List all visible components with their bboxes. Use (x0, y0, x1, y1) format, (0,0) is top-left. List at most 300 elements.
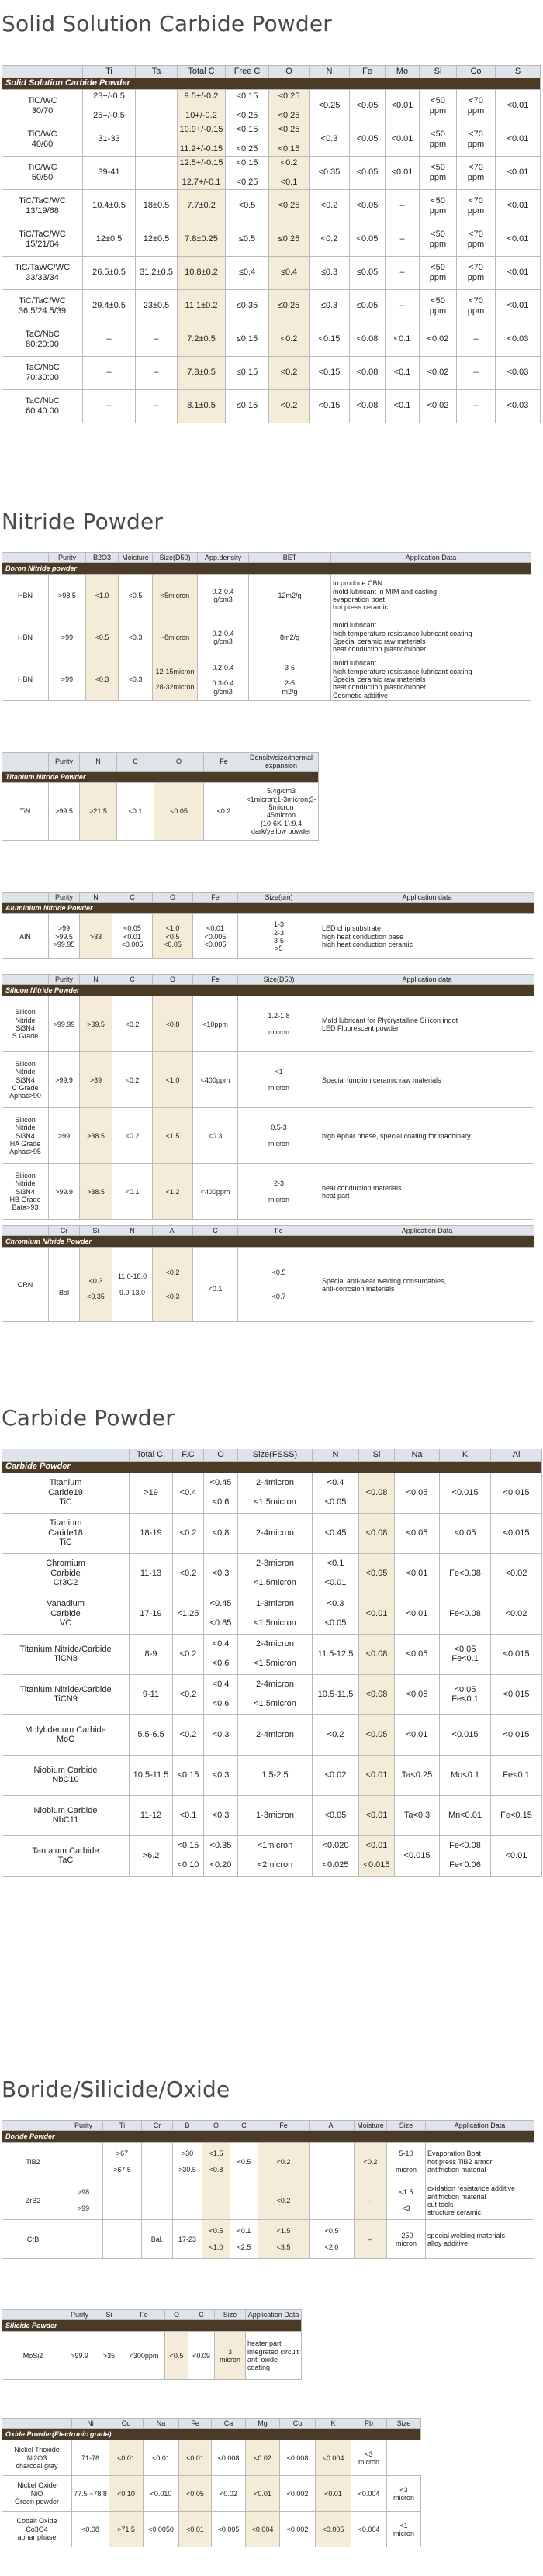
table-cell: ≤0.5 (226, 223, 269, 256)
table-cell (142, 2143, 173, 2181)
table-cell: 2-4micron <1.5micron (238, 1473, 313, 1513)
table-row (2, 156, 541, 189)
table-cell: <0.05 (313, 1795, 359, 1835)
table-row (2, 323, 541, 356)
silicon-nitride-table-wrap (2, 974, 541, 1220)
table-cell: <0.05 (350, 223, 386, 256)
table-cell: 0.2-0.4 g/cm3 (198, 616, 249, 658)
table-cell (310, 2181, 355, 2220)
table-cell: >99 (49, 616, 86, 658)
table-cell: Mold lubricant for Plycrystalline Silicon ingot LED Fluorescent powder (320, 996, 534, 1052)
table-cell: special welding materials alloy additive (426, 2220, 534, 2259)
table-cell: ≤0.4 (226, 256, 269, 289)
silicide-table (2, 2309, 302, 2380)
table-cell: 77.5 ~78.8 (72, 2476, 109, 2512)
column-header: Size (387, 2419, 421, 2429)
table-cell: 2-4micron <1.5micron (238, 1634, 313, 1674)
table-cell: <0.1 (193, 1248, 238, 1322)
table-header-row (2, 553, 531, 563)
boride-table (2, 2120, 534, 2259)
table-cell: <0.35 (310, 156, 350, 189)
table-cell: <0.08 (350, 356, 386, 389)
column-header: N (80, 893, 112, 903)
table-cell: <0.5 (230, 2143, 258, 2181)
category-band (2, 1236, 534, 1248)
table-cell: – (457, 356, 496, 389)
table-cell: <0.2 <0.3 (153, 1248, 193, 1322)
table-cell: >98 >99 (64, 2181, 103, 2220)
column-header (2, 1226, 49, 1236)
table-row (2, 1553, 542, 1594)
table-row (2, 2512, 421, 2547)
table-cell: – (457, 389, 496, 423)
table-cell: <0.03 (496, 356, 541, 389)
table-cell: ≤0.15 (226, 389, 269, 423)
table-row (2, 2440, 421, 2476)
table-cell: Ta<0.3 (395, 1795, 440, 1835)
column-header: N (112, 1226, 153, 1236)
table-cell: Fe<0.08 (440, 1553, 491, 1594)
table-cell: <50 ppm (420, 189, 457, 223)
table-cell: <0.015 (491, 1714, 542, 1755)
table-cell: <0.05 (359, 1714, 395, 1755)
column-header: O (202, 2121, 230, 2131)
table-cell: <0.01 (359, 1594, 395, 1634)
table-cell: <0.08 (350, 323, 386, 356)
table-cell: <0.05 (350, 156, 386, 189)
table-cell: 17-19 (130, 1594, 173, 1634)
table-row (2, 1108, 534, 1164)
table-cell (136, 156, 178, 189)
table-cell: <0.03 (496, 323, 541, 356)
category-band-label: Boride Powder (2, 2131, 534, 2143)
table-row (2, 996, 534, 1052)
table-header-row (2, 2419, 421, 2429)
table-cell: >39.5 (80, 996, 112, 1052)
table-cell: >39 (80, 1052, 112, 1108)
table-row (2, 89, 541, 123)
aluminium-nitride-table-wrap (2, 892, 541, 959)
column-header: Size(FSSS) (238, 1449, 313, 1462)
product-name-cell: Molybdenum Carbide MoC (2, 1714, 130, 1755)
table-cell: <10ppm (193, 996, 238, 1052)
table-cell: >30 >30.5 (173, 2143, 202, 2181)
table-cell: >99 (49, 658, 86, 701)
table-cell: >35 (95, 2332, 123, 2380)
column-header: N (313, 1449, 359, 1462)
table-cell: ≤0.3 (310, 289, 350, 323)
column-header: C (117, 753, 154, 772)
table-cell: <0.05 (395, 1674, 440, 1714)
table-cell: <0.05 (350, 189, 386, 223)
table-cell: – (355, 2220, 387, 2259)
table-cell: <70 ppm (457, 89, 496, 123)
category-band (2, 1461, 542, 1473)
column-header (2, 975, 49, 985)
table-cell: <0.4 <0.05 (313, 1473, 359, 1513)
table-cell: <0.002 (280, 2512, 316, 2547)
table-cell: <0.3 <0.35 (80, 1248, 112, 1322)
oxide-table-wrap (2, 2418, 541, 2547)
column-header: O (154, 753, 204, 772)
solid-solution-table (2, 65, 541, 423)
table-cell: <0.02 (420, 389, 457, 423)
table-cell: <1.5 <3.5 (258, 2220, 310, 2259)
column-header: S (496, 66, 541, 78)
table-cell: Bal (49, 1248, 80, 1322)
table-cell: <0.25 <0.25 (269, 89, 310, 123)
column-header: F.C (173, 1449, 204, 1462)
table-cell: <0.2 (258, 2143, 310, 2181)
table-cell: <0.15 (173, 1755, 204, 1795)
carbide-table (2, 1449, 542, 1877)
category-band-label: Chromium Nitride Powder (2, 1236, 534, 1248)
table-row (2, 1795, 542, 1835)
table-cell: 31.2±0.5 (136, 256, 178, 289)
product-name-cell: Tantalum Carbide TaC (2, 1835, 130, 1876)
table-cell: >99 >99.5 >99.95 (49, 914, 80, 959)
column-header: Fe (179, 2419, 212, 2429)
table-cell: <0.5 (165, 2332, 188, 2380)
table-cell: 71-76 (72, 2440, 109, 2476)
column-header: Fe (193, 893, 238, 903)
column-header (2, 893, 49, 903)
table-cell: 7.8±0.5 (178, 356, 226, 389)
table-cell: 2-4micron (238, 1513, 313, 1553)
category-band (2, 2320, 302, 2332)
table-cell: <1.5 (153, 1108, 193, 1164)
table-cell: <0.01 (359, 1795, 395, 1835)
table-cell: >99.5 (49, 782, 80, 840)
table-cell: <0.5 (119, 575, 153, 616)
product-name-cell: CRN (2, 1248, 49, 1322)
table-cell: <0.45 <0.6 (204, 1473, 238, 1513)
table-cell (173, 2181, 202, 2220)
table-header-row (2, 893, 534, 903)
table-cell: >19 (130, 1473, 173, 1513)
table-row (2, 2143, 534, 2181)
table-cell: <0.15 (310, 323, 350, 356)
column-header: O (153, 975, 193, 985)
table-cell: <0.01 (386, 123, 420, 156)
column-header: Total C. (130, 1449, 173, 1462)
column-header: Size(D50) (153, 553, 198, 563)
table-cell: <0.01 (386, 156, 420, 189)
table-cell: – (83, 389, 136, 423)
category-band (2, 771, 319, 782)
category-band-label: Titanium Nitride Powder (2, 771, 319, 782)
table-cell: <50 ppm (420, 223, 457, 256)
product-name-cell: Titanium Nitride/Carbide TiCN8 (2, 1634, 130, 1674)
table-header-row (2, 753, 319, 772)
category-band (2, 985, 534, 996)
product-name-cell: Vanadium Carbide VC (2, 1594, 130, 1634)
table-cell: 10.4±0.5 (83, 189, 136, 223)
table-cell: <0.15 <0.25 (226, 123, 269, 156)
table-row (2, 2181, 534, 2220)
table-cell: 0.5-3 micron (238, 1108, 320, 1164)
table-cell: <0.08 (72, 2512, 109, 2547)
table-cell: – (136, 323, 178, 356)
table-cell: <0.1 (386, 389, 420, 423)
column-header: Application Data (246, 2310, 302, 2320)
table-cell: <0.01 (395, 1553, 440, 1594)
table-cell: <0.008 (212, 2440, 246, 2476)
table-cell: to produce CBN mold lubricant in MIM and casting evaporation boat hot press ceramic (331, 575, 531, 616)
table-cell: heater part integrated circuit anti-oxide coating (246, 2332, 302, 2380)
table-cell: <0.5 <1.0 (202, 2220, 230, 2259)
table-cell: <0.01 <0.015 (359, 1835, 395, 1876)
table-cell: <0.1 (386, 323, 420, 356)
table-cell: <0.1 (117, 782, 154, 840)
column-header: Total C (178, 66, 226, 78)
table-cell: <0.01 (395, 1714, 440, 1755)
table-cell: 10.9+/-0.15 11.2+/-0.15 (178, 123, 226, 156)
column-header: K (440, 1449, 491, 1462)
column-header: Moisture (355, 2121, 387, 2131)
product-name-cell: Titanium Nitride/Carbide TiCN9 (2, 1674, 130, 1714)
table-cell: <0.020 <0.025 (313, 1835, 359, 1876)
aluminium-nitride-table (2, 892, 534, 959)
table-cell: <0.015 (491, 1513, 542, 1553)
table-row (2, 2476, 421, 2512)
table-cell: Ta<0.25 (395, 1755, 440, 1795)
table-cell: <400ppm (193, 1164, 238, 1220)
carbide-table-wrap (2, 1449, 541, 1877)
table-row (2, 616, 531, 658)
table-cell: <50 ppm (420, 289, 457, 323)
column-header: Application Data (331, 553, 531, 563)
table-cell: 0.2-0.4 0.3-0.4 g/cm3 (198, 658, 249, 701)
table-cell (202, 2181, 230, 2220)
table-row (2, 1594, 542, 1634)
category-band (2, 2429, 421, 2440)
table-row (2, 356, 541, 389)
table-cell: <0.01 (496, 223, 541, 256)
table-cell: <70 ppm (457, 256, 496, 289)
table-cell: <0.45 (313, 1513, 359, 1553)
table-cell: <0.005 (316, 2512, 351, 2547)
table-cell: – (83, 356, 136, 389)
table-cell: 1-3micron (238, 1795, 313, 1835)
product-name-cell: TaC/NbC 60:40:00 (2, 389, 83, 423)
product-name-cell: Nickel Trioxide Ni2O3 charcoal gray (2, 2440, 72, 2476)
column-header: Al (491, 1449, 542, 1462)
table-cell: <70 ppm (457, 289, 496, 323)
column-header: Na (144, 2419, 179, 2429)
column-header: Co (457, 66, 496, 78)
table-cell: <0.1 (386, 356, 420, 389)
table-cell: 12±0.5 (136, 223, 178, 256)
category-band-label: Carbide Powder (2, 1461, 542, 1473)
table-cell: <0.05 (154, 782, 204, 840)
table-cell: <70 ppm (457, 156, 496, 189)
table-row (2, 1164, 534, 1220)
table-cell: <0.01 (359, 1755, 395, 1795)
table-cell: <0.2 (313, 1714, 359, 1755)
table-cell: 8-9 (130, 1634, 173, 1674)
table-cell: 7.7±0.2 (178, 189, 226, 223)
table-cell: Mo<0.1 (440, 1755, 491, 1795)
table-cell: – (386, 289, 420, 323)
table-row (2, 1714, 542, 1755)
table-row (2, 1052, 534, 1108)
table-header-row (2, 975, 534, 985)
product-name-cell: MoSi2 (2, 2332, 64, 2380)
column-header: Density/size/thermal expansion (244, 753, 319, 772)
column-header: Fe (123, 2310, 165, 2320)
table-cell: 23±0.5 (136, 289, 178, 323)
table-cell: <0.09 (188, 2332, 215, 2380)
table-row (2, 189, 541, 223)
table-cell: <70 ppm (457, 189, 496, 223)
table-cell (310, 2143, 355, 2181)
chromium-nitride-table-wrap (2, 1225, 541, 1322)
category-band-label: Boron Nitride powder (2, 563, 531, 575)
column-header: Ni (72, 2419, 109, 2429)
table-row (2, 2332, 302, 2380)
table-cell: 8.1±0.5 (178, 389, 226, 423)
table-cell: <50 ppm (420, 123, 457, 156)
table-cell: <0.3 (119, 616, 153, 658)
table-cell: Special anti-wear welding consumables, anti-corrosion materials (320, 1248, 534, 1322)
table-cell: Fe<0.08 (440, 1594, 491, 1634)
table-cell: 2-3 micron (238, 1164, 320, 1220)
table-cell: 11.1±0.2 (178, 289, 226, 323)
column-header: Application Data (426, 2121, 534, 2131)
table-cell: <0.08 (359, 1473, 395, 1513)
product-name-cell: Niobium Carbide NbC10 (2, 1755, 130, 1795)
table-cell (142, 2181, 173, 2220)
table-cell: <0.02 (212, 2476, 246, 2512)
table-header-row (2, 2121, 534, 2131)
column-header: Purity (49, 893, 80, 903)
product-name-cell: Niobium Carbide NbC11 (2, 1795, 130, 1835)
table-cell: <0.0050 (144, 2512, 179, 2547)
table-cell: <0.5 <0.7 (238, 1248, 320, 1322)
table-cell: >99.9 (64, 2332, 95, 2380)
table-cell: 5-10 micron (387, 2143, 426, 2181)
table-cell: Evaporation Boat hot press TiB2 armor antifriction material (426, 2143, 534, 2181)
table-cell: <0.015 (440, 1714, 491, 1755)
table-cell: <0.015 (491, 1473, 542, 1513)
table-cell: <0.004 (316, 2440, 351, 2476)
category-band-label: Silicon Nitride Powder (2, 985, 534, 996)
table-cell: <0.3 (204, 1714, 238, 1755)
column-header: Fe (238, 1226, 320, 1236)
table-cell: <0.08 (359, 1513, 395, 1553)
table-cell: 9.5+/-0.2 10+/-0.2 (178, 89, 226, 123)
solid-solution-table-wrap (2, 65, 541, 423)
product-name-cell: Silicon Nitride Si3N4 S Grade (2, 996, 49, 1052)
column-header (2, 553, 49, 563)
table-cell: >33 (80, 914, 112, 959)
table-cell: <0.5 (226, 189, 269, 223)
table-cell: <0.3 (204, 1755, 238, 1795)
table-cell: >67 >67.5 (103, 2143, 142, 2181)
table-cell: <0.05 (395, 1473, 440, 1513)
table-cell: 29.4±0.5 (83, 289, 136, 323)
table-cell: <1.5 <3 (387, 2181, 426, 2220)
table-cell: <0.2 (173, 1513, 204, 1553)
table-cell: <1.2 (153, 1164, 193, 1220)
table-cell: <0.2 (112, 1108, 153, 1164)
table-cell: <0.015 (440, 1473, 491, 1513)
category-band (2, 563, 531, 575)
column-header: Si (80, 1226, 112, 1236)
column-header: Ti (83, 66, 136, 78)
table-cell: <0.05 (395, 1513, 440, 1553)
table-cell: 11-13 (130, 1553, 173, 1594)
table-cell: high Aphar phase, special coating for machinary (320, 1108, 534, 1164)
titanium-nitride-table (2, 752, 319, 841)
table-cell: Fe<0.1 (491, 1755, 542, 1795)
table-cell: ≤0.3 (310, 256, 350, 289)
table-cell: 23+/-0.5 25+/-0.5 (83, 89, 136, 123)
column-header: Co (109, 2419, 144, 2429)
table-cell: <0.01 (496, 289, 541, 323)
category-band-label: Aluminium Nitride Powder (2, 903, 534, 914)
table-cell: <50 ppm (420, 256, 457, 289)
table-cell: 3-6 2-5 m2/g (249, 658, 331, 701)
table-cell: <3 micron (351, 2440, 387, 2476)
table-row (2, 2220, 534, 2259)
table-cell: ~8micron (153, 616, 198, 658)
column-header: Purity (49, 753, 80, 772)
column-header: Size(um) (238, 893, 320, 903)
table-cell: <0.2 (269, 323, 310, 356)
column-header (2, 2310, 64, 2320)
table-cell: <1.0 <0.5 <0.05 (153, 914, 193, 959)
column-header: O (269, 66, 310, 78)
table-row (2, 389, 541, 423)
column-header (2, 1449, 130, 1462)
column-header: Size (215, 2310, 246, 2320)
table-cell: 8m2/g (249, 616, 331, 658)
table-cell (103, 2181, 142, 2220)
table-cell: – (136, 389, 178, 423)
product-name-cell: Silicon Nitride Si3N4 C Grade Aphac>90 (2, 1052, 49, 1108)
table-row (2, 223, 541, 256)
column-header: Purity (49, 553, 86, 563)
table-cell: <0.2 (173, 1674, 204, 1714)
table-cell: – (355, 2181, 387, 2220)
table-cell: >38.5 (80, 1164, 112, 1220)
column-header: Size(D50) (238, 975, 320, 985)
table-cell: >21.5 (80, 782, 117, 840)
table-cell: 11.5-12.5 (313, 1634, 359, 1674)
table-cell: 31-33 (83, 123, 136, 156)
table-cell: <0.08 (350, 389, 386, 423)
column-header: Purity (64, 2310, 95, 2320)
product-name-cell: TiC/TaC/WC 36.5/24.5/39 (2, 289, 83, 323)
table-cell: <0.05 <0.01 <0.005 (112, 914, 153, 959)
table-cell: <0.3 (193, 1108, 238, 1164)
column-header: N (310, 66, 350, 78)
table-cell: <0.3 <0.05 (313, 1594, 359, 1634)
section-title-solid-solution: Solid Solution Carbide Powder (2, 11, 333, 36)
table-cell: 18±0.5 (136, 189, 178, 223)
table-cell: <0.01 (491, 1835, 542, 1876)
column-header (2, 753, 49, 772)
table-cell: <0.5 <2.0 (310, 2220, 355, 2259)
table-cell: <0.3 (86, 658, 119, 701)
table-cell: <0.02 (313, 1755, 359, 1795)
table-cell: <0.15 <0.10 (173, 1835, 204, 1876)
table-row (2, 1473, 542, 1513)
column-header: C (112, 893, 153, 903)
product-name-cell: Titanium Caride19 TiC (2, 1473, 130, 1513)
